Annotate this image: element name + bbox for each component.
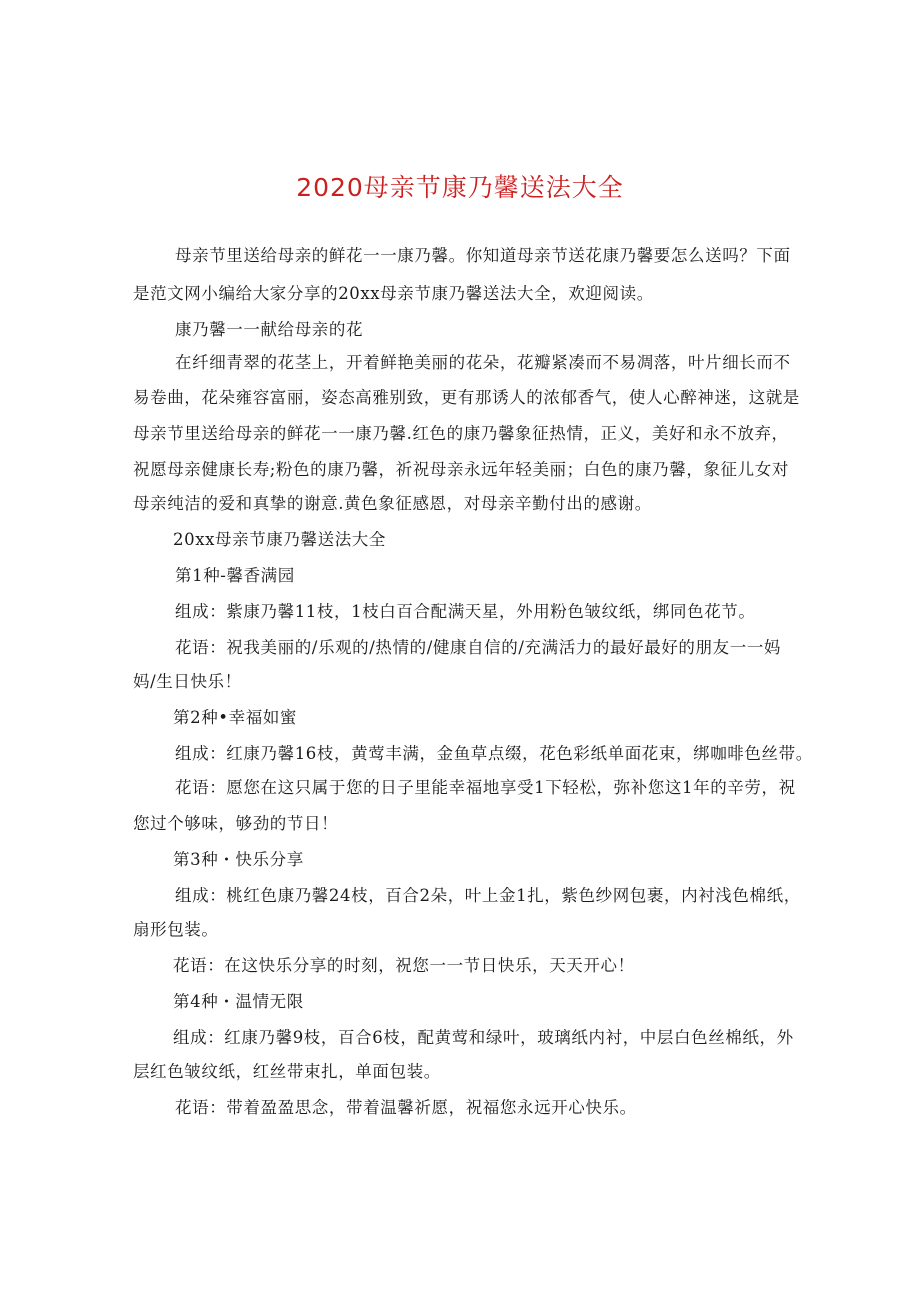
paragraph-line: 组成：桃红色康乃馨24枝，百合2朵，叶上金1扎，紫色纱网包裹，内衬浅色棉纸， <box>175 886 801 905</box>
paragraph-line: 母亲纯洁的爱和真挚的谢意.黄色象征感恩，对母亲辛勤付出的感谢。 <box>133 494 652 513</box>
paragraph-line: 在纤细青翠的花茎上，开着鲜艳美丽的花朵，花瓣紧凑而不易凋落，叶片细长而不 <box>175 353 791 372</box>
section-heading: 康乃馨一一献给母亲的花 <box>175 320 364 339</box>
paragraph-line: 组成：紫康乃馨11枝，1枝白百合配满天星，外用粉色皱纹纸，绑同色花节。 <box>175 602 756 621</box>
item-heading: 第4种・温情无限 <box>173 992 304 1011</box>
paragraph-line: 易卷曲，花朵雍容富丽，姿态高雅别致，更有那诱人的浓郁香气，使人心醉神迷，这就是 <box>133 388 800 407</box>
paragraph-line: 花语：在这快乐分享的时刻，祝您一一节日快乐，天天开心！ <box>173 956 635 975</box>
paragraph-line: 妈/生日快乐！ <box>133 672 242 691</box>
paragraph-line: 组成：红康乃馨9枝，百合6枝，配黄莺和绿叶，玻璃纸内衬，中层白色丝棉纸，外 <box>173 1028 794 1047</box>
paragraph-line: 组成：红康乃馨16枝，黄莺丰满，金鱼草点缀，花色彩纸单面花束，绑咖啡色丝带。 <box>175 744 813 763</box>
document-title: 2020母亲节康乃馨送法大全 <box>296 173 624 202</box>
paragraph-line: 花语：祝我美丽的/乐观的/热情的/健康自信的/充满活力的最好最好的朋友一一妈 <box>175 638 782 657</box>
paragraph-line: 祝愿母亲健康长寿;粉色的康乃馨，祈祝母亲永远年轻美丽；白色的康乃馨，象征儿女对 <box>133 460 789 479</box>
paragraph-line: 您过个够味，够劲的节日！ <box>133 814 339 833</box>
paragraph-line: 母亲节里送给母亲的鲜花一一康乃馨。你知道母亲节送花康乃馨要怎么送吗？下面 <box>175 246 791 265</box>
paragraph-line: 花语：愿您在这只属于您的日子里能幸福地享受1下轻松，弥补您这1年的辛劳，祝 <box>175 778 796 797</box>
paragraph-line: 层红色皱纹纸，红丝带束扎，单面包装。 <box>133 1062 441 1081</box>
paragraph-line: 花语：带着盈盈思念，带着温馨祈愿，祝福您永远开心快乐。 <box>175 1098 637 1117</box>
item-heading: 第1种-馨香满园 <box>175 566 295 585</box>
item-heading: 第3种・快乐分享 <box>173 850 304 869</box>
paragraph-line: 是范文网小编给大家分享的20xx母亲节康乃馨送法大全，欢迎阅读。 <box>133 284 654 303</box>
section-heading: 20xx母亲节康乃馨送法大全 <box>173 530 387 549</box>
paragraph-line: 母亲节里送给母亲的鲜花一一康乃馨.红色的康乃馨象征热情，正义，美好和永不放弃， <box>133 424 789 443</box>
item-heading: 第2种•幸福如蜜 <box>173 708 298 727</box>
paragraph-line: 扇形包装。 <box>133 920 219 939</box>
